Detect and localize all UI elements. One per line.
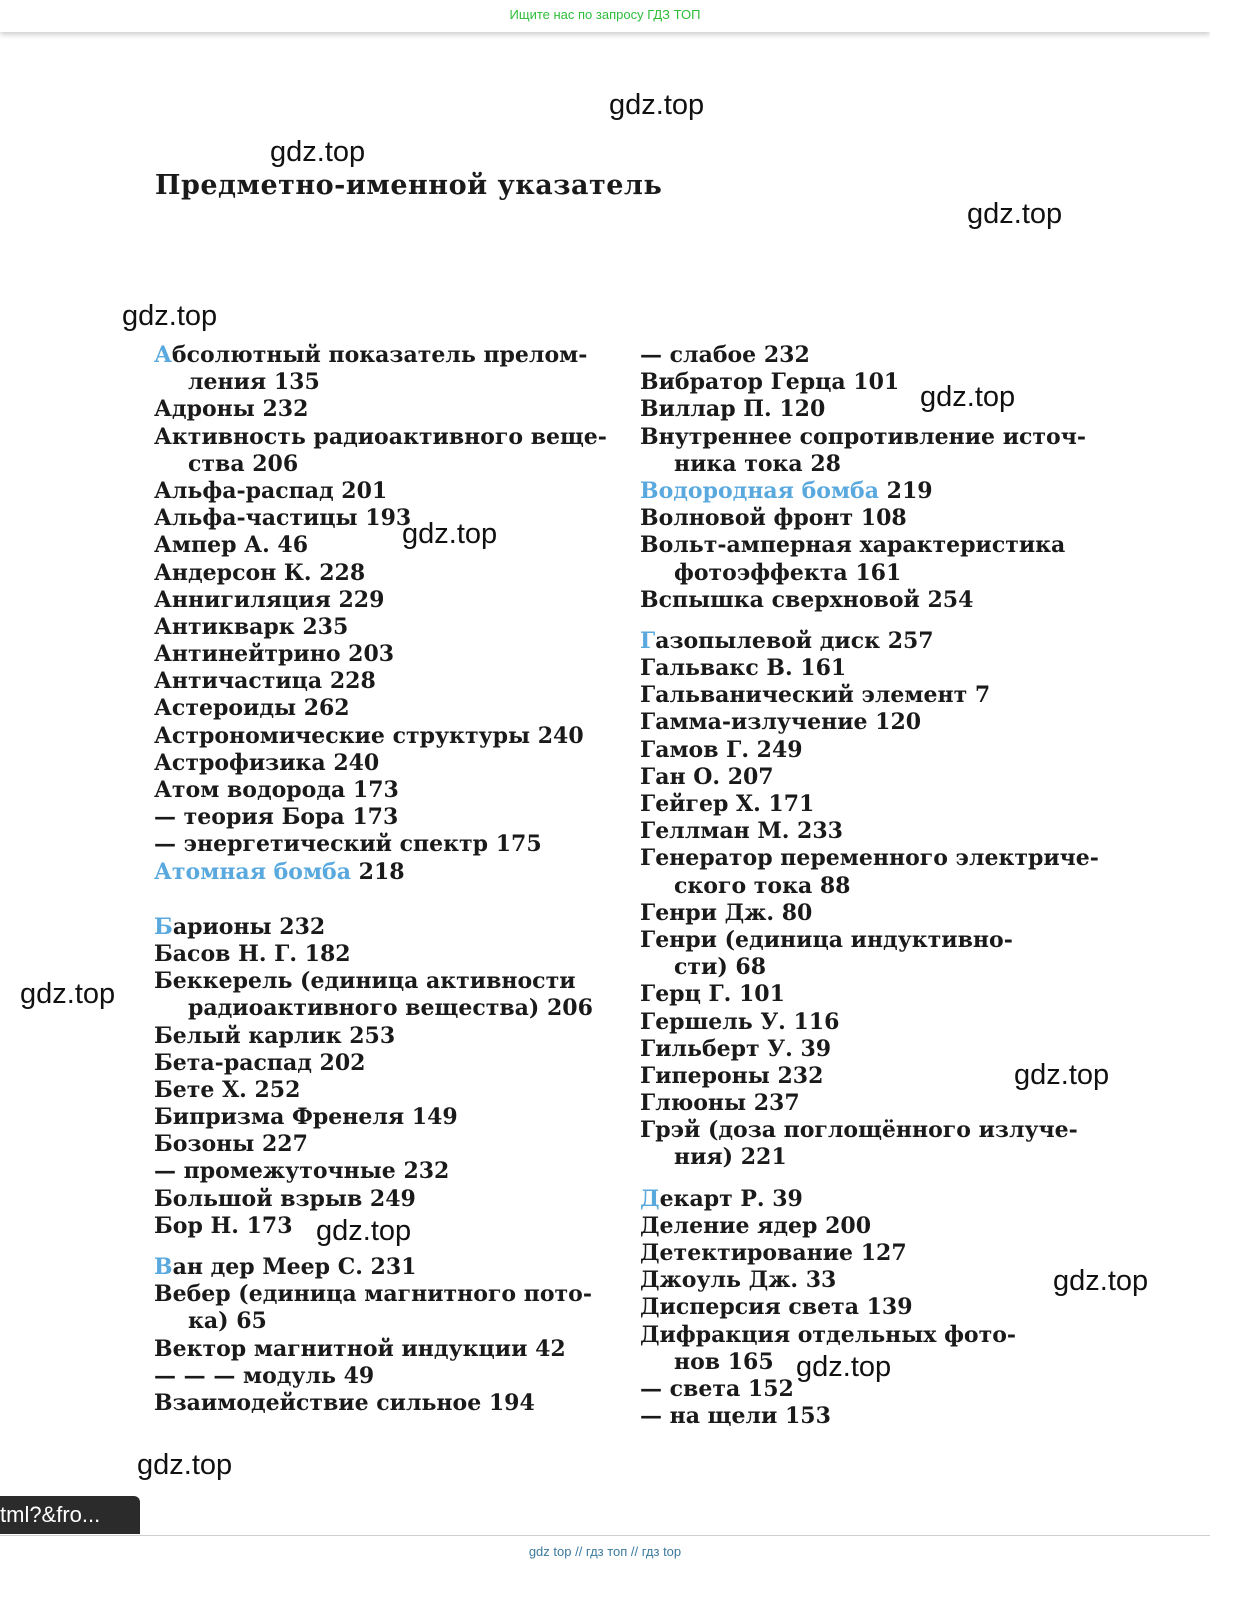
watermark: gdz.top (270, 136, 366, 168)
watermark: gdz.top (122, 300, 218, 332)
index-entry (154, 914, 607, 941)
index-entry: Вектор магнитной индукции 42 (154, 1335, 566, 1362)
index-entry (154, 859, 607, 886)
index-entry: Альфа-распад 201 (154, 477, 388, 504)
url-fragment: tml?&fro... (0, 1502, 101, 1527)
index-entry: Виллар П. 120 (640, 396, 826, 423)
index-entry: Античастица 228 (154, 668, 376, 695)
index-entry: Андерсон К. 228 (154, 559, 366, 586)
section-initial: Д (640, 1185, 660, 1212)
index-entry: Дифракция отдельных фото- (640, 1321, 1017, 1348)
index-entry: Грэй (доза поглощённого излуче- (640, 1117, 1078, 1144)
entry-text: арионы 232 (172, 913, 326, 940)
entry-text: екарт Р. 39 (659, 1185, 803, 1212)
index-entry: Аннигиляция 229 (154, 586, 385, 613)
top-banner (0, 0, 1210, 32)
index-entry: Басов Н. Г. 182 (154, 940, 351, 967)
url-tooltip (0, 1496, 140, 1534)
highlighted-term: Водородная бомба (640, 477, 879, 504)
index-entry: Бозоны 227 (154, 1131, 308, 1158)
index-entry: Вебер (единица магнитного пото- (154, 1281, 592, 1308)
index-left-column (154, 342, 607, 1417)
index-entry: Астрофизика 240 (154, 749, 380, 776)
index-entry: Вибратор Герца 101 (640, 369, 900, 396)
index-entry: Бета-распад 202 (154, 1049, 366, 1076)
index-entry: Вольт-амперная характеристика (640, 532, 1066, 559)
index-entry: ника тока 28 (674, 450, 841, 477)
watermark: gdz.top (920, 381, 1016, 413)
entry-text: ан дер Меер С. 231 (172, 1254, 417, 1280)
index-entry (640, 628, 1099, 655)
index-entry: Деление ядер 200 (640, 1212, 872, 1239)
watermark: gdz.top (967, 198, 1063, 230)
index-entry: Генератор переменного электриче- (640, 845, 1099, 872)
index-entry (640, 478, 1099, 505)
index-entry: Ган О. 207 (640, 763, 774, 790)
index-entry: — на щели 153 (640, 1403, 831, 1430)
index-entry: Ампер А. 46 (154, 532, 309, 559)
index-entry: Внутреннее сопротивление источ- (640, 423, 1086, 450)
watermark: gdz.top (316, 1215, 412, 1247)
entry-text: азопылевой диск 257 (655, 627, 934, 654)
index-entry: Геллман М. 233 (640, 818, 843, 845)
index-entry: Адроны 232 (154, 396, 309, 423)
index-entry: Волновой фронт 108 (640, 505, 907, 532)
watermark: gdz.top (609, 89, 705, 121)
section-initial: Б (154, 913, 173, 940)
index-entry: Генри (единица индуктивно- (640, 926, 1013, 953)
index-entry: Гейгер Х. 171 (640, 791, 815, 817)
index-entry: Бипризма Френеля 149 (154, 1104, 458, 1131)
index-entry: Беккерель (единица активности (154, 968, 576, 995)
index-entry: Гершель У. 116 (640, 1008, 840, 1035)
index-entry: Глюоны 237 (640, 1090, 800, 1117)
index-entry: Астероиды 262 (154, 695, 350, 722)
index-entry: Вспышка сверхновой 254 (640, 586, 974, 613)
index-entry: нов 165 (674, 1348, 774, 1375)
index-entry: радиоактивного вещества) 206 (188, 995, 593, 1022)
index-entry: — энергетический спектр 175 (154, 831, 542, 858)
index-entry: Гальванический элемент 7 (640, 682, 991, 709)
index-entry: — света 152 (640, 1375, 794, 1402)
page-number: 218 (351, 858, 405, 885)
index-entry: Гамма-излучение 120 (640, 709, 922, 736)
watermark: gdz.top (137, 1449, 233, 1481)
index-entry: Взаимодействие сильное 194 (154, 1389, 535, 1416)
index-entry: Антинейтрино 203 (154, 641, 395, 668)
watermark: gdz.top (402, 518, 498, 550)
index-entry: Детектирование 127 (640, 1240, 907, 1266)
index-right-column (640, 342, 1099, 1430)
page-number: 219 (878, 477, 933, 504)
index-entry: ления 135 (188, 369, 320, 396)
page-title: Предметно-именной указатель (155, 170, 663, 201)
highlighted-term: Атомная бомба (154, 858, 351, 885)
section-initial: Г (640, 627, 656, 654)
index-entry: Атом водорода 173 (154, 777, 399, 803)
index-entry: Активность радиоактивного веще- (154, 423, 607, 450)
index-entry: Бор Н. 173 (154, 1212, 293, 1239)
index-entry: — теория Бора 173 (154, 804, 399, 831)
index-entry (640, 1186, 1099, 1213)
index-entry: Гильберт У. 39 (640, 1035, 832, 1062)
watermark: gdz.top (1053, 1265, 1149, 1297)
index-entry: Астрономические структуры 240 (154, 722, 584, 749)
section-initial: В (154, 1254, 173, 1280)
footer-text: gdz top // гдз топ // гдз top (528, 1544, 682, 1559)
index-entry: — слабое 232 (640, 342, 810, 368)
watermark: gdz.top (20, 978, 116, 1010)
watermark: gdz.top (796, 1351, 892, 1383)
index-entry: Большой взрыв 249 (154, 1185, 416, 1212)
top-banner-text: Ищите нас по запросу ГДЗ ТОП (509, 7, 701, 22)
scrollbar[interactable] (1210, 0, 1242, 1610)
entry-text: бсолютный показатель прелом- (171, 342, 588, 368)
index-entry: Белый карлик 253 (154, 1022, 396, 1049)
index-entry: Альфа-частицы 193 (154, 505, 412, 532)
index-entry (154, 1254, 607, 1281)
index-entry: ского тока 88 (674, 872, 851, 899)
index-entry: ния) 221 (674, 1144, 787, 1171)
index-entry: — промежуточные 232 (154, 1158, 450, 1185)
index-entry: фотоэффекта 161 (674, 559, 902, 586)
index-entry: Гипероны 232 (640, 1062, 824, 1089)
index-entry: Дисперсия света 139 (640, 1294, 913, 1321)
index-entry: Бете Х. 252 (154, 1076, 301, 1103)
index-entry: Антикварк 235 (154, 613, 349, 640)
index-entry: сти) 68 (674, 954, 767, 981)
watermark: gdz.top (1014, 1059, 1110, 1091)
index-entry: Гамов Г. 249 (640, 736, 803, 763)
index-entry: ка) 65 (188, 1308, 267, 1335)
index-entry: Генри Дж. 80 (640, 899, 813, 926)
index-entry: ства 206 (188, 450, 299, 477)
section-initial: А (154, 342, 172, 368)
index-entry: Гальвакс В. 161 (640, 655, 847, 682)
index-entry: — — — модуль 49 (154, 1362, 375, 1389)
index-entry (154, 342, 607, 369)
footer (0, 1535, 1210, 1566)
index-entry: Джоуль Дж. 33 (640, 1267, 837, 1294)
index-entry: Герц Г. 101 (640, 981, 785, 1008)
